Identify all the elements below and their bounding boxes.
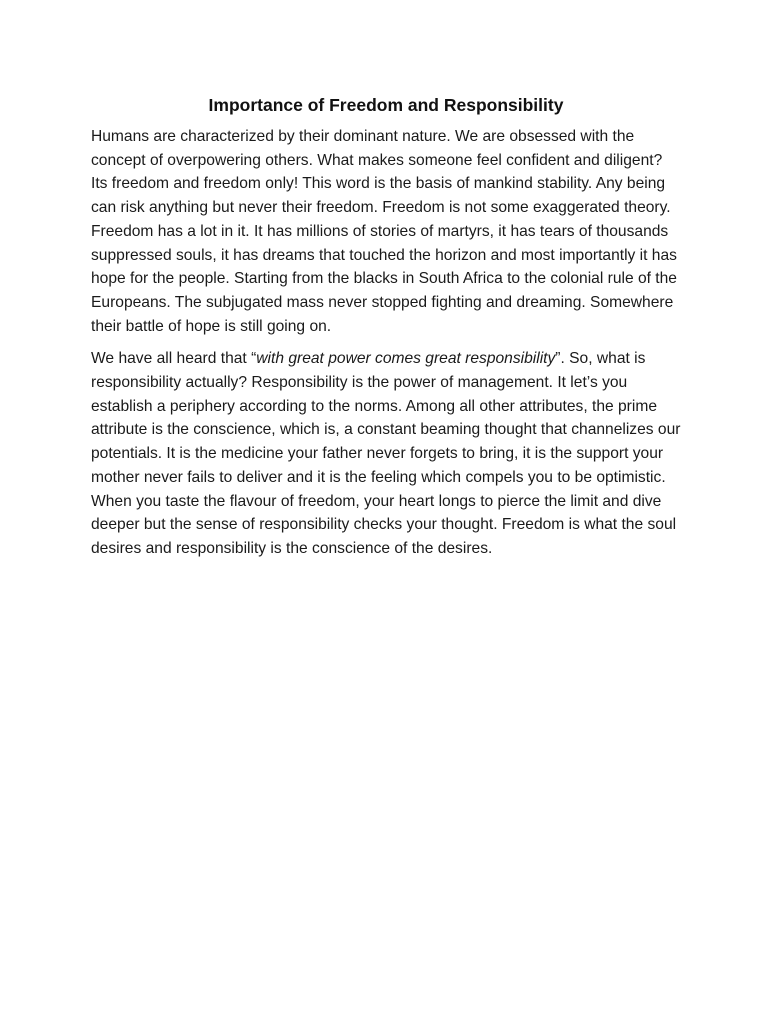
paragraph-freedom: Humans are characterized by their dominant nature. We are obsessed with the concept of overpowering others. What makes someone feel confident and diligent? Its freedom and freedom only! This word is the basis of mankind stability. Any being can risk anything but never their freedom. Freedom is not some exaggerated theory. Freedom has a lot in it. It has millions of stories of martyrs, it has tears of thousands suppressed souls, it has dreams that touched the horizon and most importantly it has hope for the people. Starting from the blacks in South Africa to the colonial rule of the Europeans. The subjugated mass never stopped fighting and dreaming. Somewhere their battle of hope is still going on.	[91, 128, 677, 335]
paragraph-text-before-quote: We have all heard that “	[91, 350, 257, 368]
document-title: Importance of Freedom and Responsibility	[208, 95, 564, 115]
paragraph-responsibility	[91, 347, 681, 560]
document-body	[91, 93, 681, 570]
italic-quote: with great power comes great responsibility	[256, 350, 556, 368]
paragraph-text-after-quote: ”. So, what is responsibility actually? Responsibility is the power of management. It let’s you establish a periphery according to the norms. Among all other attributes, the prime attribute is the conscience, which is, a constant beaming thought that channelizes our potentials. It is the medicine your father never forgets to bring, it is the support your mother never fails to deliver and it is the feeling which compels you to be optimistic. When you taste the flavour of freedom, your heart longs to pierce the limit and dive deeper but the sense of responsibility checks your thought. Freedom is what the soul desires and responsibility is the conscience of the desires.	[91, 350, 681, 557]
